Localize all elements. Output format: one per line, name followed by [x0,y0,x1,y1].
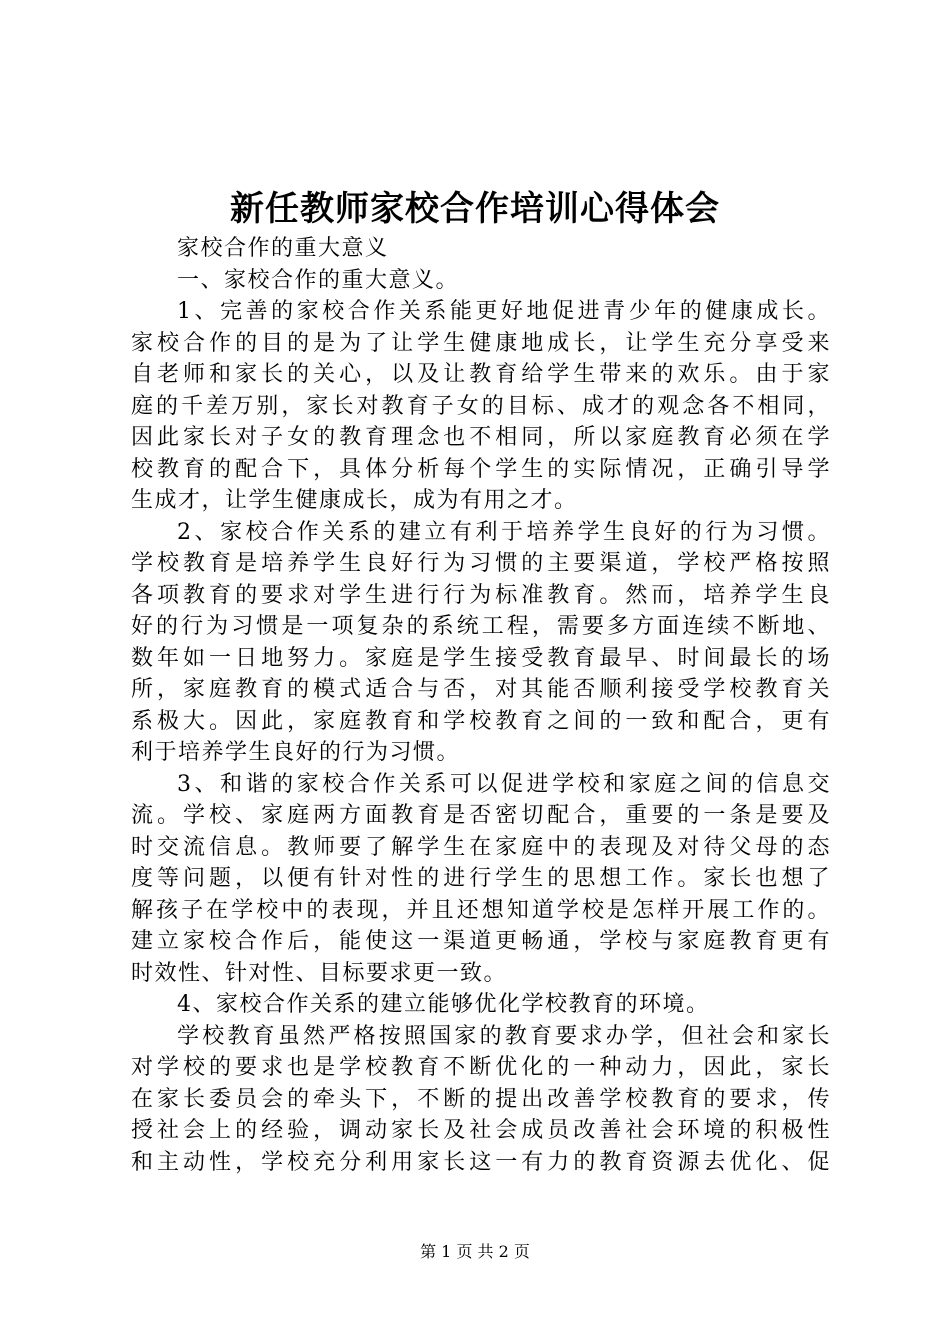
body-text-line: 利于培养学生良好的行为习惯。 [131,740,461,765]
body-text-line: 家校合作的重大意义 [177,236,389,261]
body-text-line: 因此家长对子女的教育理念也不相同，所以家庭教育必须在学 [131,425,831,450]
body-text-line: 2、家校合作关系的建立有利于培养学生良好的行为习惯。 [177,519,831,545]
body-text-line: 1、完善的家校合作关系能更好地促进青少年的健康成长。 [177,299,831,324]
body-text-line: 建立家校合作后，能使这一渠道更畅通，学校与家庭教育更有 [131,929,831,954]
body-text-line: 解孩子在学校中的表现，并且还想知道学校是怎样开展工作的。 [131,897,831,923]
body-text-line: 在家长委员会的牵头下，不断的提出改善学校教育的要求，传 [131,1086,831,1112]
body-text-line: 所，家庭教育的模式适合与否，对其能否顺利接受学校教育关 [131,677,831,702]
body-text-line: 和主动性，学校充分利用家长这一有力的教育资源去优化、促 [131,1149,831,1175]
body-text-line: 学校教育虽然严格按照国家的教育要求办学，但社会和家长 [177,1023,831,1049]
document-body [131,233,831,1178]
body-text-line: 对学校的要求也是学校教育不断优化的一种动力，因此，家长 [131,1055,831,1080]
body-text-line: 度等问题，以便有针对性的进行学生的思想工作。家长也想了 [131,866,831,891]
body-text-line: 时效性、针对性、目标要求更一致。 [131,960,508,986]
body-text-line: 好的行为习惯是一项复杂的系统工程，需要多方面连续不断地、 [131,614,831,639]
body-text-line: 庭的千差万别，家长对教育子女的目标、成才的观念各不相同， [131,393,831,419]
body-text-line: 自老师和家长的关心，以及让教育给学生带来的欢乐。由于家 [131,362,831,387]
body-text-line: 数年如一日地努力。家庭是学生接受教育最早、时间最长的场 [131,645,831,671]
body-text-line: 流。学校、家庭两方面教育是否密切配合，重要的一条是要及 [131,803,831,828]
body-text-line: 生成才，让学生健康成长，成为有用之才。 [131,488,578,513]
body-text-line: 各项教育的要求对学生进行行为标准教育。然而，培养学生良 [131,582,831,608]
body-text-line: 3、和谐的家校合作关系可以促进学校和家庭之间的信息交 [177,771,831,797]
body-text-line: 家校合作的目的是为了让学生健康地成长，让学生充分享受来 [131,330,831,356]
body-text-line: 学校教育是培养学生良好行为习惯的主要渠道，学校严格按照 [131,551,831,576]
body-text-line: 系极大。因此，家庭教育和学校教育之间的一致和配合，更有 [131,708,831,734]
body-text-line: 4、家校合作关系的建立能够优化学校教育的环境。 [177,992,710,1017]
body-text-line: 授社会上的经验，调动家长及社会成员改善社会环境的积极性 [131,1118,831,1143]
document-title: 新任教师家校合作培训心得体会 [230,189,720,229]
body-text-line: 时交流信息。教师要了解学生在家庭中的表现及对待父母的态 [131,834,831,860]
page-footer: 第 1 页 共 2 页 [420,1242,530,1261]
body-text-line: 校教育的配合下，具体分析每个学生的实际情况，正确引导学 [131,456,831,482]
body-text-line: 一、家校合作的重大意义。 [177,267,460,293]
